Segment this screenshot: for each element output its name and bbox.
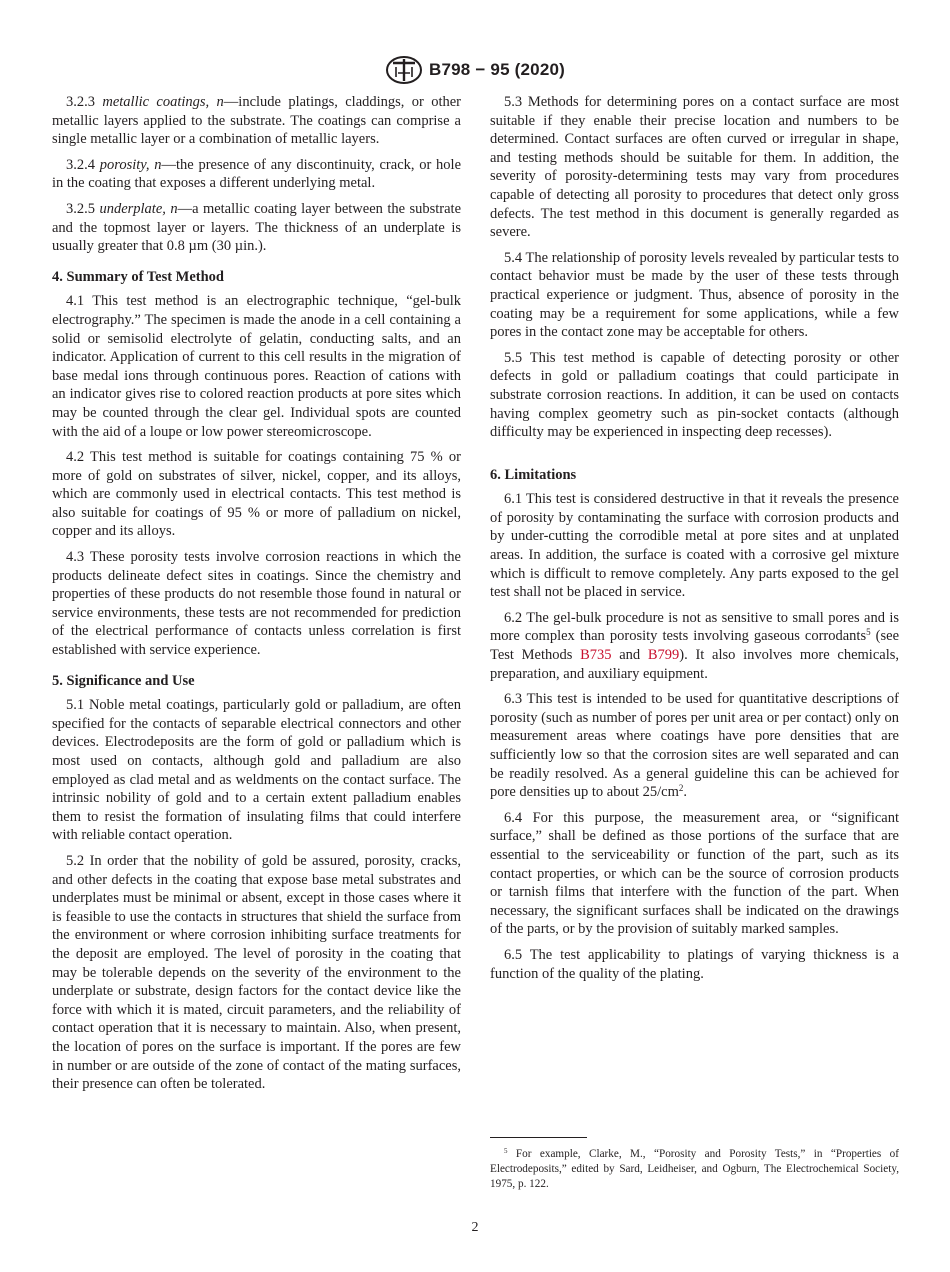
heading-limitations: 6. Limitations — [490, 466, 577, 483]
section-3-2-5: 3.2.5 underplate, n—a metallic coating layer between the substrate and the topmost layer or layers. The thickness of an underplate is usually greater that 0.8 µm (30 µin.). — [52, 200, 462, 255]
section-6-2: 6.2 The gel-bulk procedure is not as sensitive to small pores and is more complex than porosity tests involving gaseous corrodants$^5$ (see Test Methods B735 and B799). It also involves more chemicals, preparation, and auxiliary equipment. — [490, 609, 900, 682]
section-4-2: 4.2 This test method is suitable for coatings containing 75 % or more of gold on substrates of silver, nickel, copper, and its alloys, which are commonly used in electrical contacts. This test method is also suitable for coatings of 95 % or more of palladium on nickel, copper and its alloys. — [52, 449, 461, 540]
section-3-2-3: 3.2.3 metallic coatings, n—include platings, claddings, or other metallic layers applied to the substrate. The coatings can comprise a single metallic layer or a combination of metallic layers. — [52, 94, 462, 148]
link-b735[interactable]: B735 — [580, 647, 612, 664]
section-4-3: 4.3 These porosity tests involve corrosion reactions in which the products delineate defect sites in coatings. Since the chemistry and properties of these products do not resemble those found in natural or service environments, these tests are not recommended for prediction of the electrical performance of contacts unless correlation is first established with service experience. — [52, 549, 461, 659]
document-designation: B798 − 95 (2020) — [429, 60, 565, 79]
page-number: 2 — [471, 1220, 479, 1235]
section-4-1: 4.1 This test method is an electrographic technique, “gel-bulk electrography.” The specimen is made the anode in a cell containing a solid or semisolid electrolyte of gelatin, conducting salts, and an indicator. Application of current to this cell results in the migration of base medal ions through continuous pores. Reaction of cations with an indicator gives rise to colored reaction products at pore sites which may be counted through the clear gel. Individual spots are counted with the aid of a loupe or low power stereomicroscope. — [52, 293, 461, 440]
section-3-2-4: 3.2.4 porosity, n—the presence of any discontinuity, crack, or hole in the coating that exposes a different underlying metal. — [52, 156, 462, 192]
section-5-1: 5.1 Noble metal coatings, particularly gold or palladium, are often specified for the contacts of separable electrical connectors and other devices. Electrodeposits are the form of gold or palladium which is most used on contacts, although gold and palladium are also employed as clad metal and as weldments on the contact surface. The intrinsic nobility of gold and to a certain extent palladium enables them to resist the formation of insulating films that could interfere with reliable contact operation. — [52, 697, 461, 844]
section-6-4: 6.4 For this purpose, the measurement area, or “significant surface,” shall be defined as those portions of the surface that are essential to the serviceability or function of the part, such as its contact properties, or which can be the source of corrosion products or tarnish films that interfere with the function of the part. When necessary, the significant surfaces shall be indicated on the drawings of the parts, or by the provision of suitably marked samples. — [490, 809, 899, 938]
left-column — [52, 93, 461, 1101]
section-6-3: 6.3 This test is intended to be used for quantitative descriptions of porosity (such as number of pores per unit area or per contact) only on measurement areas where coatings have pore densities that are sufficiently low so that the corrosion sites are well separated and can be readily resolved. As a general guideline this can be achieved for pore densities up to about $25/cm^2$. — [490, 691, 899, 801]
section-6-1: 6.1 This test is considered destructive in that it reveals the presence of porosity by contaminating the surface with corrosion products and by under-cutting the corrodible metal at pore sites and at unplated areas. In addition, the surface is coated with a corrosive gel mixture which is difficult to remove completely. Any parts exposed to the gel test shall not be placed in service. — [490, 491, 899, 601]
footnote-ref[interactable]: 5 — [866, 627, 871, 638]
section-5-4: 5.4 The relationship of porosity levels revealed by particular tests to contact behavior must be made by the user of these tests through practical experience or judgment. Thus, absence of porosity in the coating may be a requirement for some applications, while a few pores in the contact zone may be acceptable for others. — [490, 249, 899, 341]
page-header — [0, 55, 950, 85]
footnote-divider — [490, 1137, 587, 1138]
section-5-2: 5.2 In order that the nobility of gold be assured, porosity, cracks, and other defects in the coating that expose base metal substrates and underplates must be minimal or absent, except in those cases where it is feasible to use the contacts in structures that shield the surface from the environment or where corrosion inhibiting surface treatments for the deposit are employed. The level of porosity in the coating that may be tolerable depends on the severity of the environment to the underplate or substrate, design factors for the contact device like the force with which it is mated, circuit parameters, and the reliability of contact operation that it is necessary to maintain. Also, when present, the location of pores on the surface is important. If the pores are few in number or are outside of the zone of contact of the mating surfaces, their presence can often be tolerated. — [52, 852, 461, 1093]
section-5-5: 5.5 This test method is capable of detecting porosity or other defects in gold or palladium coatings that could participate in substrate corrosion reactions. In addition, it can be used on contacts having complex geometry such as pin-socket contacts (although difficulty may be experienced in inspecting deep recesses). — [490, 349, 899, 441]
astm-logo-icon — [385, 55, 423, 85]
heading-summary: 4. Summary of Test Method — [52, 268, 224, 285]
section-6-5: 6.5 The test applicability to platings of varying thickness is a function of the quality of the plating. — [490, 946, 899, 982]
link-b799[interactable]: B799 — [647, 647, 680, 664]
footnote: $^5$ For example, Clarke, M., “Porosity and Porosity Tests,” in “Properties of Electrodeposits,” edited by Sard, Leidheiser, and Ogburn, The Electrochemical Society, 1975, p. 122. — [490, 1147, 899, 1190]
section-5-3: 5.3 Methods for determining pores on a contact surface are most suitable if they enable their precise location and numbers to be determined. Contact surfaces are often curved or irregular in shape, and testing methods should be suitable for them. In addition, the severity of porosity-determining tests may vary from procedures capable of detecting all porosity to procedures that detect only gross defects. The test method in this document is generally regarded as severe. — [490, 94, 899, 241]
heading-significance: 5. Significance and Use — [52, 672, 195, 689]
right-column — [490, 93, 899, 990]
